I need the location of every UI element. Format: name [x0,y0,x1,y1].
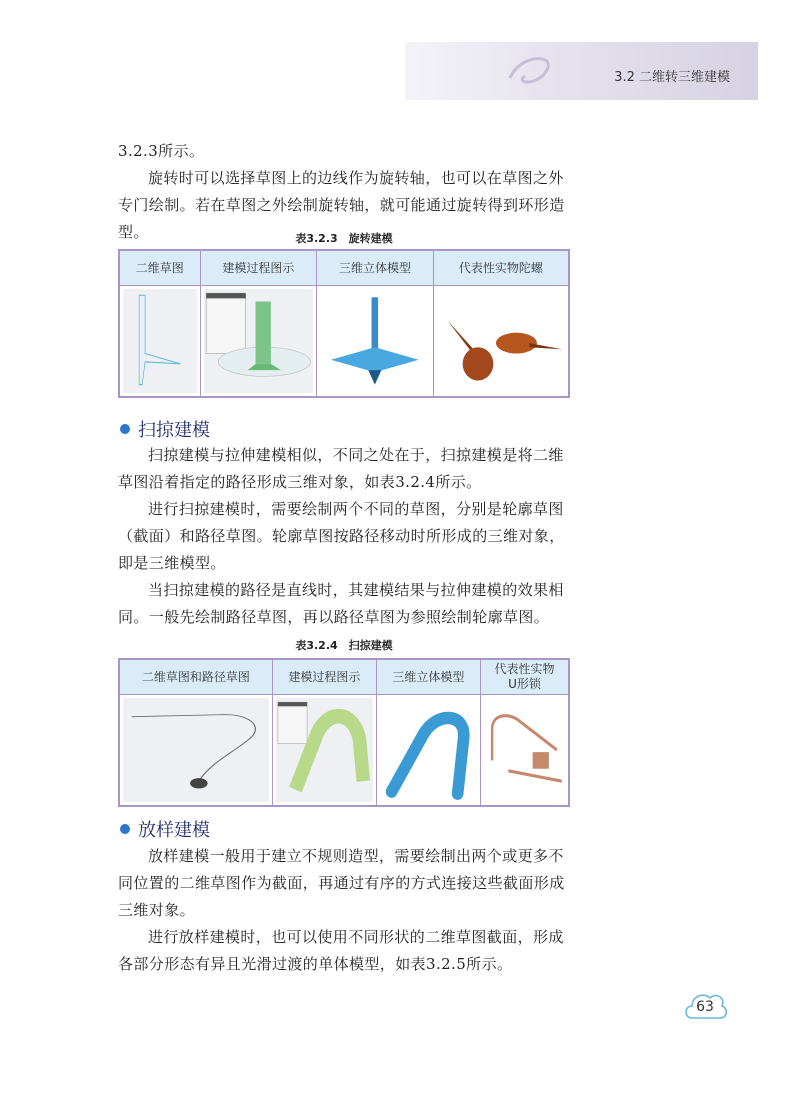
page-number-badge [682,988,728,1024]
running-header-title: 3.2 二维转三维建模 [614,70,730,85]
paragraph: 3.2.3所示。 [118,142,205,160]
table-header: 三维立体模型 [317,250,434,286]
section-heading-loft: 放样建模 [120,816,210,842]
paragraph: 进行放样建模时，也可以使用不同形状的二维草图截面，形成各部分形态有异且光滑过渡的单体模型，如表3.2.5所示。 [118,928,564,973]
rotation-table [118,249,570,398]
table-caption: 表3.2.3 旋转建模 [295,232,393,245]
paragraph: 扫掠建模与拉伸建模相似，不同之处在于，扫掠建模是将二维草图沿着指定的路径形成三维对象，如表3.2.4所示。 [118,446,564,491]
table-header: 二维草图和路径草图 [119,659,272,695]
table-header: 建模过程图示 [272,659,376,695]
sweep-table [118,658,570,807]
spinning-top-photo [437,289,565,393]
swirl-logo-icon [500,48,570,98]
table-header: 三维立体模型 [376,659,480,695]
3d-model-image [320,289,430,393]
u-lock-photo [484,698,565,802]
paragraph: 当扫掠建模的路径是直线时，其建模结果与拉伸建模的效果相同。一般先绘制路径草图，再以路径草图为参照绘制轮廓草图。 [118,581,564,626]
page-number: 63 [696,999,714,1015]
path-sketch-image [123,698,269,802]
paragraph: 进行扫掠建模时，需要绘制两个不同的草图，分别是轮廓草图（截面）和路径草图。轮廓草图按路径移动时所形成的三维对象，即是三维模型。 [118,500,565,572]
section-heading-sweep: 扫掠建模 [120,416,210,442]
table-header: 代表性实物陀螺 [433,250,569,286]
table-caption: 表3.2.4 扫掠建模 [295,639,393,652]
table-header: 建模过程图示 [200,250,317,286]
process-image [276,698,373,802]
sketch-image [123,289,197,393]
paragraph: 旋转时可以选择草图上的边线作为旋转轴，也可以在草图之外专门绘制。若在草图之外绘制旋转轴，就可能通过旋转得到环形造型。 [118,169,565,241]
paragraph: 放样建模一般用于建立不规则造型，需要绘制出两个或更多不同位置的二维草图作为截面，再通过有序的方式连接这些截面形成三维对象。 [118,847,565,919]
table-header: 二维草图 [119,250,200,286]
table-header: 代表性实物 U形锁 [480,659,569,695]
3d-model-image [380,698,477,802]
bullet-icon [120,824,130,834]
process-image [204,289,314,393]
bullet-icon [120,424,130,434]
